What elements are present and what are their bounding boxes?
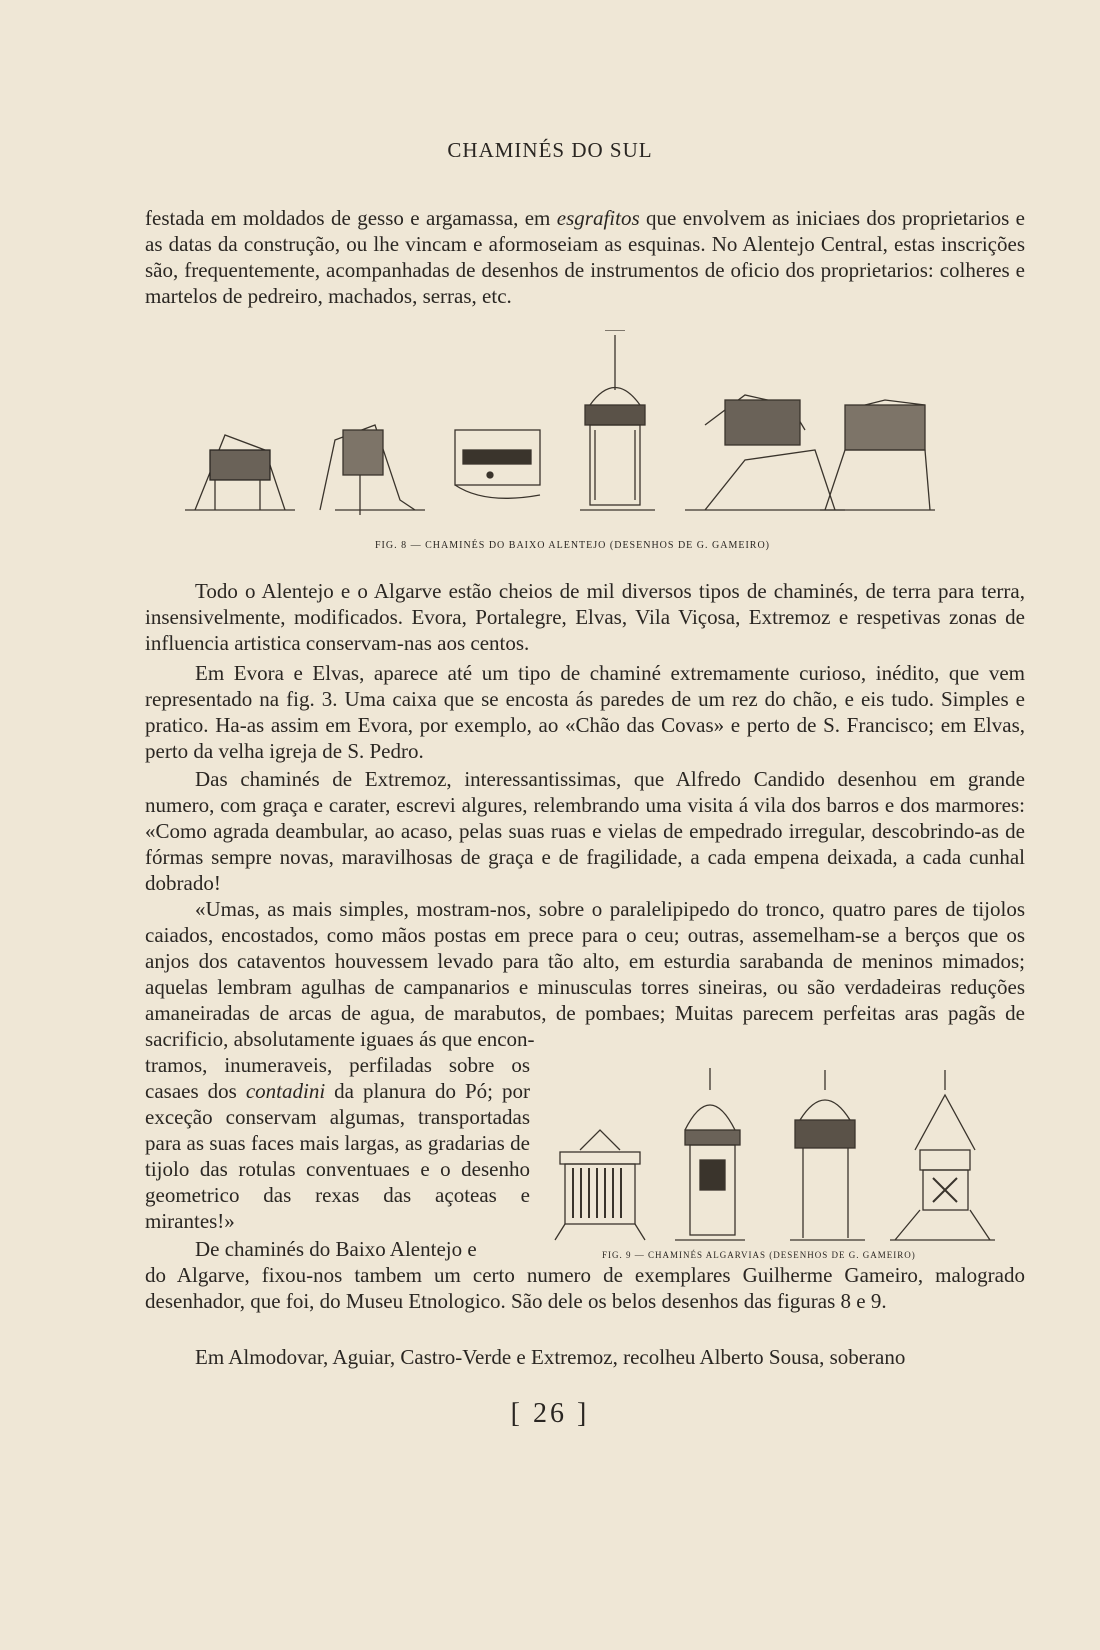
paragraph-6-rest — [145, 1262, 1025, 1314]
para4: Das chaminés de Extremoz, interessantissimas, que Alfredo Candido desenhou em grande numero, com graça e carater, escrevi algures, relembrando uma visita á vila dos barros e dos marmores: «Como agrada deambular, ao acaso, pelas suas ruas e vielas de empedrado irregular, descobrindo-as de fórmas sempre novas, maravilhosas de graça e de fragilidade, a cada empena deixada, a cada cunhal dobrado! — [145, 767, 1025, 895]
para5-side-b: da planura do Pó; por exceção conservam algumas, transportadas para as suas faces mais largas, as gradarias de tijolo das rotulas conventuaes e o desenho geometrico das rexas das açoteas e mirantes!» — [145, 1079, 531, 1233]
figure-9-chimneys-drawing — [545, 1060, 1015, 1250]
figure-8-svg — [185, 330, 985, 535]
para2: Todo o Alentejo e o Algarve estão cheios de mil diversos tipos de chaminés, de terra para terra, insensivelmente, modificados. Evora, Portalegre, Elvas, Vila Viçosa, Extremoz e respetivas zonas de influencia artistica conservam-nas aos centos. — [145, 579, 1025, 655]
figure-8-caption: FIG. 8 — CHAMINÉS DO BAIXO ALENTEJO (DESENHOS DE G. GAMEIRO) — [375, 540, 770, 551]
para5: «Umas, as mais simples, mostram-nos, sobre o paralelipipedo do tronco, quatro pares de tijolos caiados, encostados, como mãos postas em prece para o ceu; outras, assemelham-se a berços que os anjos dos cataventos houvessem levado para tão alto, em esturdia sarabanda de meninos mimados; aquelas lembram agulhas de campanarios e minusculas torres sineiras, ou são verdadeiras reduções amaneiradas de arcas de agua, de marabutos, de pombaes; Muitas parecem perfeitas aras pagãs de sacrificio, absolutamente iguaes ás que encon- — [145, 897, 1025, 1051]
figure-9-svg — [545, 1060, 1015, 1250]
running-head: CHAMINÉS DO SUL — [447, 138, 653, 162]
paragraph-4 — [145, 766, 1025, 896]
paragraph-2 — [145, 578, 1025, 656]
para1-rest: que envolvem as iniciaes dos proprietarios e as datas da construção, ou lhe vincam e aformoseiam as esquinas. No Alentejo Central, estas inscrições são, frequentemente, acompanhadas de desenhos de instrumentos de oficio dos proprietarios: colheres e martelos de pedreiro, machados, serras, etc. — [145, 206, 1026, 308]
para5-side-italic: contadini — [245, 1079, 326, 1103]
paragraph-7 — [145, 1344, 1025, 1370]
paragraph-3 — [145, 660, 1025, 764]
para5-side-a: tramos, inumeraveis, perfiladas sobre os casaes dos — [145, 1053, 530, 1103]
paragraph-6-start — [145, 1236, 530, 1262]
page-number: [ 26 ] — [510, 1398, 590, 1429]
para6-rest: do Algarve, fixou-nos tambem um certo numero de exemplares Guilherme Gameiro, malogrado desenhador, que foi, do Museu Etnologico. São dele os belos desenhos das figuras 8 e 9. — [145, 1263, 1025, 1313]
para3: Em Evora e Elvas, aparece até um tipo de chaminé extremamente curioso, inédito, que vem representado na fig. 3. Uma caixa que se encosta ás paredes de um rez do chão, e eis tudo. Simples e pratico. Ha-as assim em Evora, por exemplo, ao «Chão das Covas» e perto de S. Francisco; em Elvas, perto da velha igreja de S. Pedro. — [145, 661, 1025, 763]
figure-8-chimneys-drawing — [185, 330, 985, 535]
paragraph-5 — [145, 896, 1025, 1052]
para6-side: De chaminés do Baixo Alentejo e — [195, 1237, 477, 1261]
para7: Em Almodovar, Aguiar, Castro-Verde e Extremoz, recolheu Alberto Sousa, soberano — [195, 1345, 906, 1369]
paragraph-1 — [145, 205, 1025, 309]
figure-9-caption: FIG. 9 — CHAMINÉS ALGARVIAS (DESENHOS DE G. GAMEIRO) — [602, 1250, 916, 1260]
para1-start: festada em moldados de gesso e argamassa, em — [145, 206, 551, 230]
para1-italic: esgrafitos — [556, 206, 640, 230]
paragraph-5-continued — [145, 1052, 530, 1234]
